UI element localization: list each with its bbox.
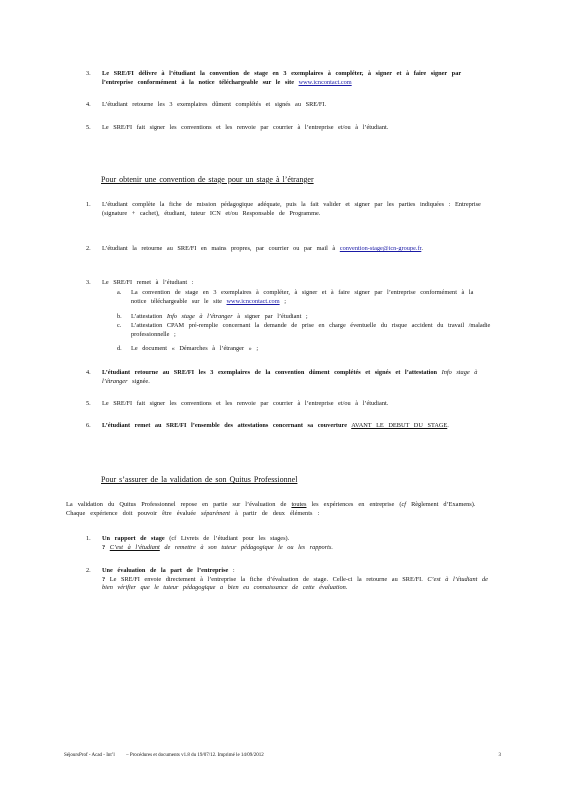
footer-middle: – Procédures et documents v1.8 du 19/07/12. Imprimé le 14/09/2012 xyxy=(126,753,264,758)
section-heading: Pour s’assurer de la validation de son Quitus Professionnel xyxy=(101,475,298,484)
deadline-text: AVANT LE DEBUT DU STAGE xyxy=(351,422,448,429)
item-number: 4. xyxy=(86,101,91,108)
item-text: L’étudiant retourne au SRE/FI les 3 exemplaires de la convention dûment complétés et signés et l’attestation xyxy=(102,369,438,376)
item-number: 2. xyxy=(86,245,91,252)
item-number: 3. xyxy=(86,70,91,77)
item-title: Un rapport de stage xyxy=(102,535,165,542)
icncontact-link[interactable]: www.icncontact.com xyxy=(298,78,352,86)
sub-letter: d. xyxy=(117,345,122,352)
page-footer xyxy=(64,753,501,760)
item-text: Le SRE/FI fait signer les conventions et les renvoie par courrier à l’entreprise et/ou à l’étudiant. xyxy=(102,400,389,407)
footer-left: SéjoursProf - Acad - Int’l xyxy=(64,753,115,758)
sub-text: La convention de stage en 3 exemplaires à compléter, à signer et à faire signer par l’entreprise conformément à la notice téléchargeable sur le site xyxy=(131,289,474,305)
item-number: 1. xyxy=(86,535,91,542)
page-number: 3 xyxy=(498,753,501,758)
item-number: 5. xyxy=(86,400,91,407)
sub-letter: a. xyxy=(117,289,122,296)
item-number: 4. xyxy=(86,369,91,376)
sub-text: L’attestation CPAM pré-remplie concernant la demande de prise en charge éventuelle du risque accident du travail /maladie professionnelle ; xyxy=(131,322,491,338)
item-title: Une évaluation de la part de l’entreprise xyxy=(102,567,229,574)
item-text: L’étudiant complète la fiche de mission pédagogique adéquate, puis la fait valider et signer par les parties indiquées : Entreprise (signature + cachet), étudiant, tuteur ICN et/ou Responsable de Programme. xyxy=(102,201,481,217)
item-text: Le SRE/FI remet à l’étudiant : xyxy=(102,279,194,286)
icncontact-link[interactable]: www.icncontact.com xyxy=(226,297,280,305)
item-number: 5. xyxy=(86,124,91,131)
item-number: 1. xyxy=(86,201,91,208)
item-number: 3. xyxy=(86,279,91,286)
document-page: 3. Le SRE/FI délivre à l’étudiant la convention de stage en 3 exemplaires à compléter, à signer et à faire signer par l’entreprise conformément à la notice téléchargeable sur le site www.icncontact.com 4. L’étudiant retourne les 3 exemplaires dûment complétés et signés au SRE/FI. 5. Le SRE/FI fait signer les conventions et les renvoie par courrier à l’entreprise et/ou à l’étudiant. Pour obtenir une convention de stage pour un stage à l’étranger 1. L’étudiant complète la fiche de mission pédagogique adéquate, puis la fait valider et signer par les parties indiquées : Entreprise (signature + cachet), étudiant, tuteur ICN et/ou Responsable de Programme. 2. L’étudiant la retourne au SRE/FI en mains propres, par courrier ou par mail à convention-stage@icn-groupe.fr. 3. Le SRE/FI remet à l’étudiant : a. La convention de stage en 3 exemplaires à compléter, à signer et à faire signer par l’entreprise conformément à la notice téléchargeable sur le site www.icncontact.com ; b. L’attestation Info stage à l’étranger à signer par l’étudiant ; c. L’attestation CPAM pré-remplie concernant la demande de prise en charge éventuelle du risque accident du travail /maladie professionnelle ; d. Le document « Démarches à l’étranger » ; 4. L’étudiant retourne au SRE/FI les 3 exemplaires de la convention dûment complétés et signés et l’attestation Info stage à l’étranger signée. 5. Le SRE/FI fait signer les conventions et les renvoie par courrier à l’entreprise et/ou à l’étudiant. 6. L’étudiant remet au SRE/FI l’ensemble des attestations concernant sa couverture AVANT LE DEBUT DU STAGE. Pour s’assurer de la validation de son Quitus Professionnel La validation du Quitus Professionnel repose en partie sur l’évaluation de toutes les expériences en entreprise (cf Règlement d’Examens). Chaque expérience doit pouvoir être évaluée séparément à partir de deux éléments : 1. Un rapport de stage (cf Livrets de l’étudiant pour les stages). ? C’est à l’étudiant de remettre à son tuteur pédagogique le ou les rapports. 2. Une évaluation de la part de l’entreprise : ? Le SRE/FI envoie directement à l’entreprise la fiche d’évaluation de stage. Celle-ci la retourne au SRE/FI. C’est à l’étudiant de bien vérifier que le tuteur pédagogique a bien eu connaissance de cette évaluation. SéjoursProf - Acad - Int’l – Procédures et documents v1.8 du 19/07/12. Imprimé le 14/09/2012 3 xyxy=(64,70,501,758)
item-text: L’étudiant remet au SRE/FI l’ensemble des attestations concernant sa couverture xyxy=(102,422,347,429)
item-number: 2. xyxy=(86,567,91,574)
item-text: Le SRE/FI délivre à l’étudiant la convention de stage en 3 exemplaires à compléter, à signer et à faire signer par l’entreprise conformément à la notice téléchargeable sur le site xyxy=(102,70,462,86)
arrow-mark: ? xyxy=(102,575,106,583)
item-text: L’étudiant la retourne au SRE/FI en mains propres, par courrier ou par mail à xyxy=(102,245,336,252)
email-link[interactable]: convention-stage@icn-groupe.fr xyxy=(339,245,422,252)
item-text: L’étudiant retourne les 3 exemplaires dûment complétés et signés au SRE/FI. xyxy=(102,101,327,108)
item-text: Le SRE/FI fait signer les conventions et les renvoie par courrier à l’entreprise et/ou à l’étudiant. xyxy=(102,124,389,131)
sub-text: Le document « Démarches à l’étranger » ; xyxy=(131,345,259,352)
section-heading: Pour obtenir une convention de stage pour un stage à l’étranger xyxy=(101,175,314,184)
arrow-mark: ? xyxy=(102,543,106,551)
sub-letter: c. xyxy=(117,322,122,329)
paragraph: La validation du Quitus Professionnel repose en partie sur l’évaluation de toutes les expériences en entreprise (cf Règlement d’Examens). Chaque expérience doit pouvoir être évaluée séparément à partir de deux éléments : xyxy=(66,501,476,517)
item-number: 6. xyxy=(86,422,91,429)
sub-letter: b. xyxy=(117,313,122,320)
